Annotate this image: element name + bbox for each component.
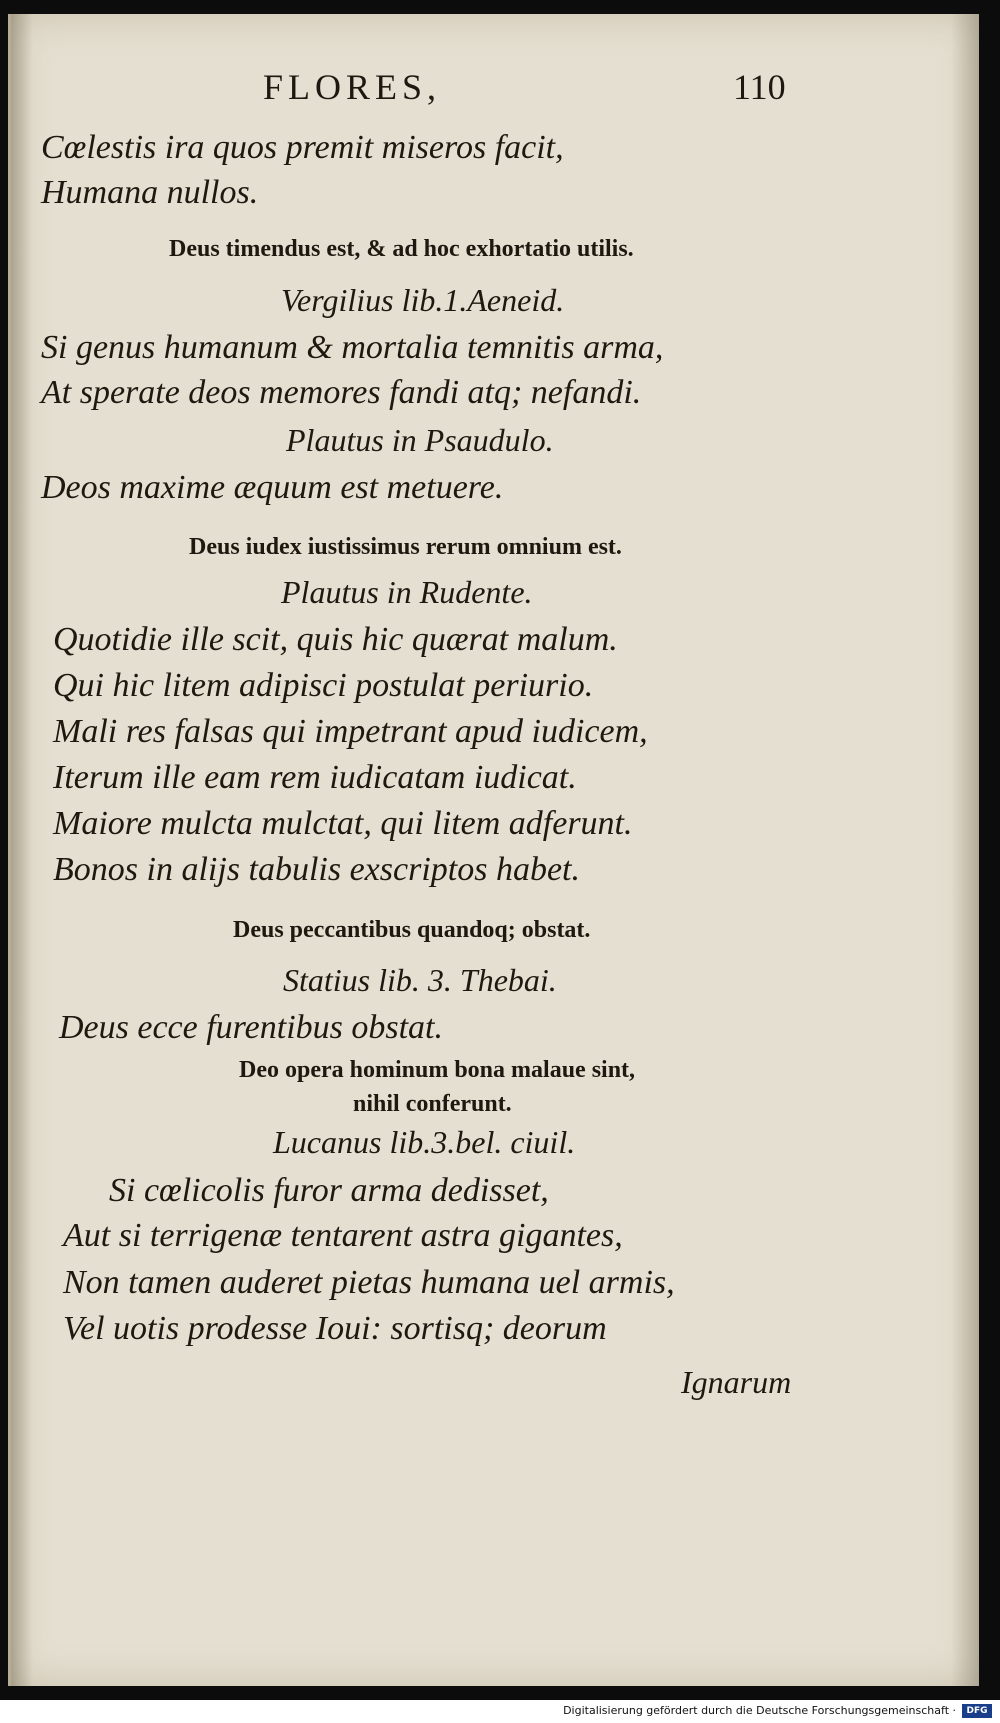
verse-line: Maiore mulcta mulctat, qui litem adferunt. [53, 805, 633, 842]
source-reference: Lucanus lib.3.bel. ciuil. [273, 1124, 576, 1160]
verse-line: Humana nullos. [41, 174, 259, 211]
page-edge-shadow [951, 14, 979, 1686]
verse-line: Iterum ille eam rem iudicatam iudicat. [53, 759, 577, 796]
verse-line: Cœlestis ira quos premit miseros facit, [41, 129, 564, 166]
verse-line: Aut si terrigenæ tentarent astra gigantes, [63, 1217, 623, 1254]
verse-line: Vel uotis prodesse Ioui: sortisq; deorum [63, 1310, 607, 1347]
source-reference: Vergilius lib.1.Aeneid. [281, 282, 565, 318]
verse-line: At sperate deos memores fandi atq; nefandi. [41, 374, 642, 411]
verse-line: Si genus humanum & mortalia temnitis arma, [41, 329, 664, 366]
section-heading: Deo opera hominum bona malaue sint, [239, 1057, 636, 1083]
running-head: FLORES, [263, 67, 442, 107]
dfg-logo-icon: DFG [962, 1704, 992, 1718]
source-reference: Plautus in Rudente. [281, 574, 533, 610]
verse-line: Deos maxime æquum est metuere. [41, 469, 504, 506]
verse-line: Non tamen auderet pietas humana uel armis, [63, 1264, 675, 1301]
section-heading: Deus timendus est, & ad hoc exhortatio utilis. [169, 236, 634, 262]
catchword: Ignarum [681, 1364, 792, 1400]
digitization-footer [0, 1700, 1000, 1723]
book-page [8, 14, 979, 1686]
verse-line: Deus ecce furentibus obstat. [59, 1009, 443, 1046]
source-reference: Statius lib. 3. Thebai. [283, 962, 557, 998]
section-heading: Deus iudex iustissimus rerum omnium est. [189, 534, 622, 560]
source-reference: Plautus in Psaudulo. [286, 422, 554, 458]
verse-line: Si cœlicolis furor arma dedisset, [109, 1172, 549, 1209]
verse-line: Qui hic litem adipisci postulat periurio. [53, 667, 594, 704]
verse-line: Mali res falsas qui impetrant apud iudicem, [53, 713, 648, 750]
section-heading: nihil conferunt. [353, 1091, 512, 1117]
verse-line: Bonos in alijs tabulis exscriptos habet. [53, 851, 580, 888]
folio-number: 110 [733, 67, 786, 107]
page-gutter-shadow [11, 14, 33, 1686]
verse-line: Quotidie ille scit, quis hic quærat malum. [53, 621, 618, 658]
section-heading: Deus peccantibus quandoq; obstat. [233, 917, 591, 943]
footer-credit: Digitalisierung gefördert durch die Deutsche Forschungsgemeinschaft · [563, 1704, 956, 1717]
